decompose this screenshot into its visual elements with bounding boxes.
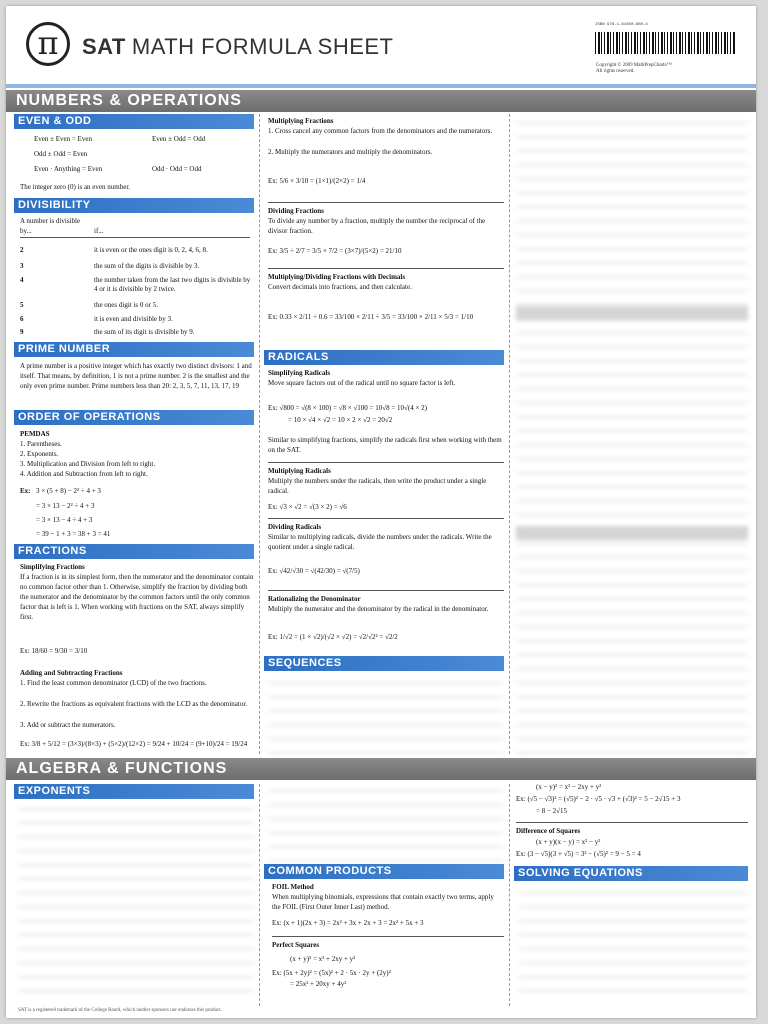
heading-common-products: COMMON PRODUCTS bbox=[264, 864, 504, 879]
adding-step-3: 3. Add or subtract the numerators. bbox=[20, 721, 116, 729]
even-odd-r1: Even ± Even = Even bbox=[34, 135, 92, 143]
algebra-mid-blurred-content bbox=[268, 784, 504, 862]
order-step-1: 1. Parentheses. bbox=[20, 440, 62, 448]
order-ex-3: = 3 × 13 − 4 ÷ 4 + 3 bbox=[36, 516, 93, 524]
simplifying-radicals-title: Simplifying Radicals bbox=[268, 369, 331, 377]
difference-of-squares-formula: (x + y)(x − y) = x² − y² bbox=[536, 838, 601, 846]
prime-text: A prime number is a positive integer which has exactly two distinct divisors: 1 and itself. That means, by definition, 1 is not a prime number. 2 is the smallest and the only even prime number. Prime numbers less than 20: 2, 3, 5, 7, 11, 13, 17, 19 bbox=[20, 362, 252, 390]
divisibility-row-3-number: 3 bbox=[20, 262, 24, 270]
difference-square-formula: (x − y)² = x² − 2xy + y² bbox=[536, 783, 602, 791]
adding-step-1: 1. Find the least common denominator (LCD) of the two fractions. bbox=[20, 679, 207, 687]
order-ex-2: = 3 × 13 − 2² ÷ 4 + 3 bbox=[36, 502, 95, 510]
multiplying-radicals-ex: Ex: √3 × √2 = √(3 × 2) = √6 bbox=[268, 503, 347, 511]
divisibility-row-2-number: 2 bbox=[20, 246, 24, 254]
divisibility-col1: A number is divisible by... bbox=[20, 217, 81, 235]
rationalizing-text: Multiply the numerator and the denominator by the radical in the denominator. bbox=[268, 605, 489, 613]
order-step-3: 3. Multiplication and Division from left to right. bbox=[20, 460, 156, 468]
simplifying-fractions-text: If a fraction is in its simplest form, then the numerator and the denominator contain no common factor other than 1. Otherwise, simplify the fraction by dividing both the numerator and the denominator by the common factors until the only common factor that is left is 1. When working with fractions on the SAT, always simplify first. bbox=[20, 573, 254, 621]
heading-prime-number: PRIME NUMBER bbox=[14, 342, 254, 357]
blurred-heading-1 bbox=[516, 306, 748, 320]
foil-ex: Ex: (x + 1)(2x + 3) = 2x² + 3x + 2x + 3 = 2x² + 5x + 3 bbox=[272, 919, 424, 927]
band-numbers-operations: NUMBERS & OPERATIONS bbox=[6, 90, 756, 112]
pemdas-label: PEMDAS bbox=[20, 430, 50, 438]
page-title: SAT MATH FORMULA SHEET bbox=[82, 34, 394, 59]
order-step-4: 4. Addition and Subtraction from left to right. bbox=[20, 470, 148, 478]
heading-sequences: SEQUENCES bbox=[264, 656, 504, 671]
simplifying-fractions-ex: Ex: 18/60 = 9/30 = 3/10 bbox=[20, 647, 88, 655]
order-ex-4: = 39 − 1 + 3 = 38 + 3 = 41 bbox=[36, 530, 111, 538]
multiplying-radicals-title: Multiplying Radicals bbox=[268, 467, 331, 475]
order-ex-1: 3 × (5 + 8) − 2² ÷ 4 + 3 bbox=[36, 487, 101, 495]
even-odd-r3: Even · Anything = Even bbox=[34, 165, 103, 173]
even-odd-r3b: Odd · Odd = Odd bbox=[152, 165, 202, 173]
simplifying-radicals-ex1: Ex: √800 = √(8 × 100) = √8 × √100 = 10√8 = 10√(4 × 2) bbox=[268, 404, 427, 412]
difference-of-squares-title: Difference of Squares bbox=[516, 827, 581, 835]
adding-step-2: 2. Rewrite the fractions as equivalent fractions with the LCD as the denominator. bbox=[20, 700, 248, 708]
perfect-squares-formula: (x + y)² = x² + 2xy + y² bbox=[290, 955, 356, 963]
heading-solving-equations: SOLVING EQUATIONS bbox=[514, 866, 748, 881]
adding-fractions-ex: Ex: 3/8 + 5/12 = (3×3)/(8×3) + (5×2)/(12×2) = 9/24 + 10/24 = (9+10)/24 = 19/24 bbox=[20, 740, 248, 748]
divisibility-row-6-number: 6 bbox=[20, 315, 24, 323]
solving-equations-blurred-content bbox=[518, 886, 748, 1004]
perfect-squares-ex1: Ex: (5x + 2y)² = (5x)² + 2 · 5x · 2y + (2y)² bbox=[272, 969, 391, 977]
difference-square-ex2: = 8 − 2√15 bbox=[536, 807, 567, 815]
rationalizing-title: Rationalizing the Denominator bbox=[268, 595, 361, 603]
simplifying-radicals-ex2: = 10 × √4 × √2 = 10 × 2 × √2 = 20√2 bbox=[288, 416, 393, 424]
barcode-icon bbox=[595, 26, 735, 66]
decimal-fractions-title: Multiplying/Dividing Fractions with Decimals bbox=[268, 273, 406, 281]
multiplying-step-2: 2. Multiply the numerators and multiply the denominators. bbox=[268, 148, 433, 156]
formula-sheet bbox=[6, 6, 756, 1018]
heading-radicals: RADICALS bbox=[264, 350, 504, 365]
dividing-radicals-text: Similar to multiplying radicals, divide the numbers under the radicals. Write the quotient under a single radical. bbox=[268, 533, 492, 551]
divisibility-row-5-number: 5 bbox=[20, 301, 24, 309]
dividing-radicals-ex: Ex: √42/√30 = √(42/30) = √(7/5) bbox=[268, 567, 360, 575]
heading-even-odd: EVEN & ODD bbox=[14, 114, 254, 129]
heading-order-of-operations: ORDER OF OPERATIONS bbox=[14, 410, 254, 425]
simplifying-radicals-text: Move square factors out of the radical until no square factor is left. bbox=[268, 379, 456, 387]
divisibility-row-5-rule: the ones digit is 0 or 5. bbox=[94, 301, 158, 309]
difference-square-ex1: Ex: (√5 − √3)² = (√5)² − 2 · √5 · √3 + (√3)² = 5 − 2√15 + 3 bbox=[516, 795, 681, 803]
divisibility-row-4-number: 4 bbox=[20, 276, 24, 284]
divisibility-col2: if... bbox=[94, 227, 104, 235]
adding-fractions-title: Adding and Subtracting Fractions bbox=[20, 669, 123, 677]
multiplying-fractions-title: Multiplying Fractions bbox=[268, 117, 334, 125]
exponents-blurred-content bbox=[18, 802, 254, 1002]
even-odd-r1b: Even ± Odd = Odd bbox=[152, 135, 206, 143]
dividing-fractions-ex: Ex: 3/5 ÷ 2/7 = 3/5 × 7/2 = (3×7)/(5×2) = 21/10 bbox=[268, 247, 402, 255]
sequences-blurred-content bbox=[268, 676, 504, 754]
pi-logo-icon: π bbox=[26, 22, 70, 66]
sheet-header bbox=[6, 6, 756, 86]
simplifying-radicals-note: Similar to simplifying fractions, simplify the radicals first when working with them on the SAT. bbox=[268, 436, 502, 454]
even-odd-r2: Odd ± Odd = Even bbox=[34, 150, 88, 158]
footer-trademark: SAT is a registered trademark of the College Board, which neither sponsors nor endorses this product. bbox=[18, 1008, 222, 1013]
divisibility-row-2-rule: it is even or the ones digit is 0, 2, 4, 6, 8. bbox=[94, 246, 208, 254]
order-step-2: 2. Exponents. bbox=[20, 450, 59, 458]
divisibility-row-6-rule: it is even and divisible by 3. bbox=[94, 315, 173, 323]
foil-text: When multiplying binomials, expressions that contain exactly two terms, apply the FOIL (First Outer Inner Last) method. bbox=[272, 893, 494, 911]
multiplying-step-1: 1. Cross cancel any common factors from the denominators and the numerators. bbox=[268, 127, 493, 135]
band-algebra-functions: ALGEBRA & FUNCTIONS bbox=[6, 758, 756, 780]
decimal-fractions-ex: Ex: 0.33 × 2/11 ÷ 0.6 = 33/100 × 2/11 ÷ 3/5 = 33/100 × 2/11 × 5/3 = 1/10 bbox=[268, 313, 474, 321]
foil-title: FOIL Method bbox=[272, 883, 314, 891]
divisibility-row-3-rule: the sum of the digits is divisible by 3. bbox=[94, 262, 200, 270]
dividing-fractions-text: To divide any number by a fraction, multiply the number the reciprocal of the divisor fraction. bbox=[268, 217, 486, 235]
dividing-radicals-title: Dividing Radicals bbox=[268, 523, 322, 531]
even-odd-note: The integer zero (0) is an even number. bbox=[20, 183, 131, 191]
divisibility-row-4-rule: the number taken from the last two digits is divisible by 4 or it is divisible by 2 twice. bbox=[94, 276, 251, 293]
heading-exponents: EXPONENTS bbox=[14, 784, 254, 799]
decimal-fractions-text: Convert decimals into fractions, and then calculate. bbox=[268, 283, 412, 291]
perfect-squares-ex2: = 25x² + 20xy + 4y² bbox=[290, 980, 347, 988]
right-column-blurred-content bbox=[516, 116, 748, 754]
isbn-text: ISBN 978-1-61650-880-4 bbox=[595, 23, 648, 27]
difference-of-squares-ex: Ex: (3 − √5)(3 + √5) = 3² − (√5)² = 9 − 5 = 4 bbox=[516, 850, 641, 858]
heading-divisibility: DIVISIBILITY bbox=[14, 198, 254, 213]
dividing-fractions-title: Dividing Fractions bbox=[268, 207, 324, 215]
simplifying-fractions-title: Simplifying Fractions bbox=[20, 563, 85, 571]
multiplying-radicals-text: Multiply the numbers under the radicals, then write the product under a single radical. bbox=[268, 477, 487, 495]
copyright: Copyright © 2009 MathPrepCharts™ All rights reserved. bbox=[596, 63, 672, 74]
divisibility-row-9-number: 9 bbox=[20, 328, 24, 336]
rationalizing-ex: Ex: 1/√2 = (1 × √2)/(√2 × √2) = √2/√2² = √2/2 bbox=[268, 633, 398, 641]
divisibility-row-9-rule: the sum of its digit is divisible by 9. bbox=[94, 328, 195, 336]
multiplying-ex: Ex: 5/6 × 3/10 = (1×1)/(2×2) = 1/4 bbox=[268, 177, 366, 185]
order-ex-label: Ex: bbox=[20, 487, 31, 495]
heading-fractions: FRACTIONS bbox=[14, 544, 254, 559]
blurred-heading-2 bbox=[516, 526, 748, 540]
perfect-squares-title: Perfect Squares bbox=[272, 941, 320, 949]
